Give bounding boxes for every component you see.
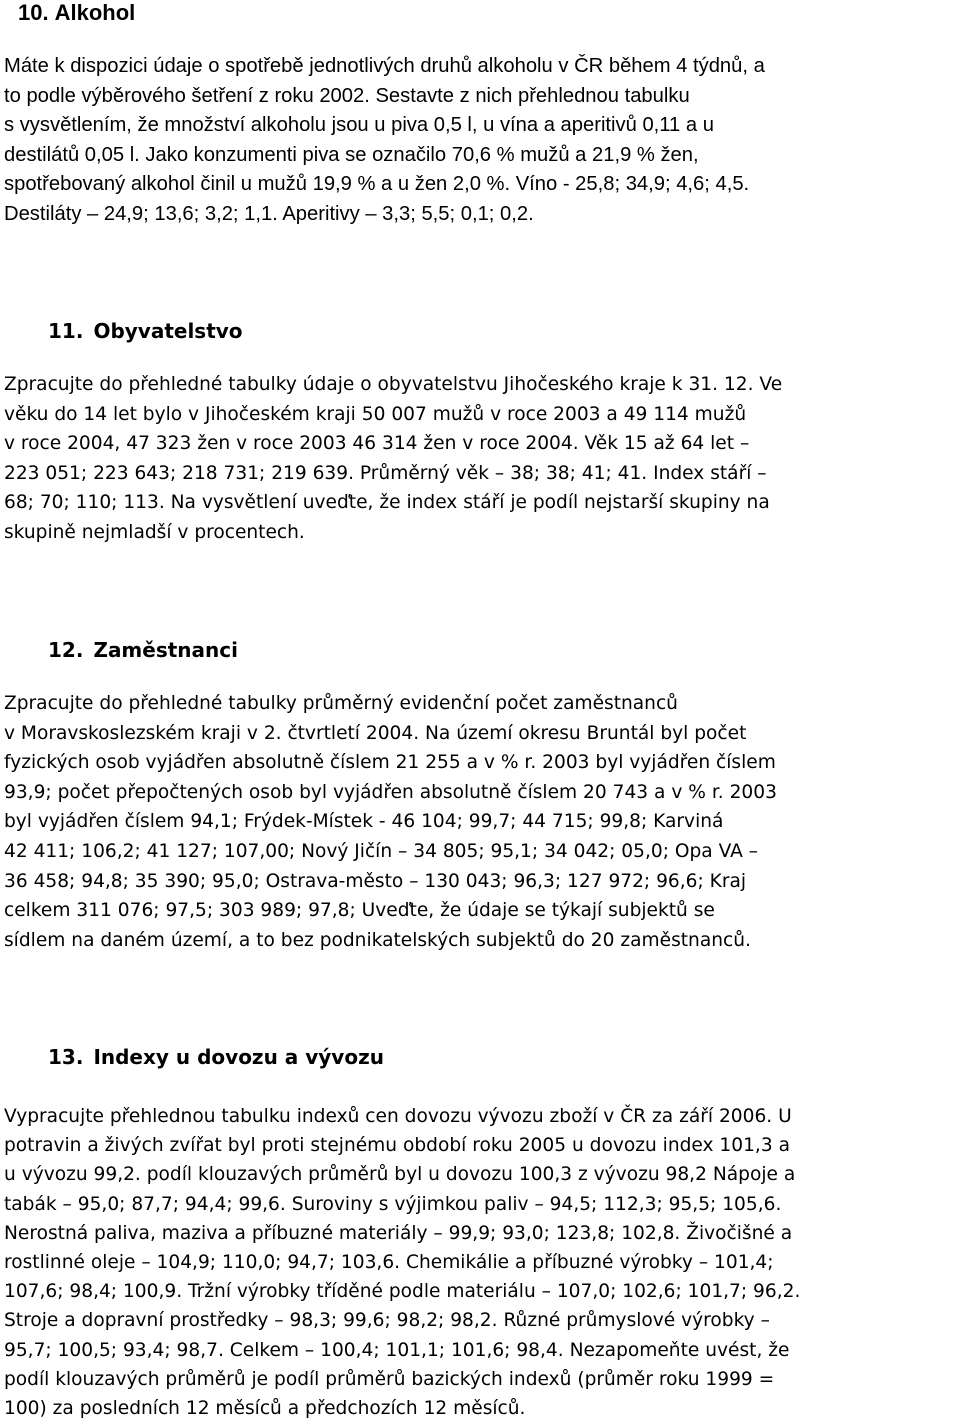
paragraph-line: Destiláty – 24,9; 13,6; 3,2; 1,1. Aperitivy – 3,3; 5,5; 0,1; 0,2. (4, 202, 534, 225)
paragraph-line: 68; 70; 110; 113. Na vysvětlení uveďte, že index stáří je podíl nejstarší skupiny na (4, 492, 770, 514)
paragraph-line: v roce 2004, 47 323 žen v roce 2003 46 314 žen v roce 2004. Věk 15 až 64 let – (4, 433, 750, 455)
paragraph-line: Stroje a dopravní prostředky – 98,3; 99,6; 98,2; 98,2. Různé průmyslové výrobky – (4, 1310, 770, 1332)
paragraph-line: Vypracujte přehlednou tabulku indexů cen dovozu vývozu zboží v ČR za září 2006. U (4, 1106, 792, 1127)
paragraph-line: Máte k dispozici údaje o spotřebě jednotlivých druhů alkoholu v ČR během 4 týdnů, a (4, 55, 765, 77)
section-alkohol (4, 0, 956, 225)
paragraph-line: rostlinné oleje – 104,9; 110,0; 94,7; 103,6. Chemikálie a příbuzné výrobky – 101,4; (4, 1252, 774, 1274)
section-paragraph (4, 52, 765, 230)
paragraph-line: fyzických osob vyjádřen absolutně číslem 21 255 a v % r. 2003 byl vyjádřen číslem (4, 752, 776, 774)
paragraph-line: 107,6; 98,4; 100,9. Tržní výrobky tříděné podle materiálu – 107,0; 102,6; 101,7; 96,2. (4, 1281, 801, 1303)
section-title: Obyvatelstvo (93, 319, 243, 343)
paragraph-line: 36 458; 94,8; 35 390; 95,0; Ostrava-město – 130 043; 96,3; 127 972; 96,6; Kraj (4, 870, 747, 892)
section-heading (4, 318, 956, 344)
paragraph-line: tabák – 95,0; 87,7; 94,4; 99,6. Suroviny s výjimkou paliv – 94,5; 112,3; 95,5; 105,6. (4, 1193, 782, 1215)
section-title: Indexy u dovozu a vývozu (93, 1045, 384, 1069)
paragraph-line: u vývozu 99,2. podíl klouzavých průměrů byl u dovozu 100,3 z vývozu 98,2 Nápoje a (4, 1164, 796, 1186)
section-number: 12. (48, 638, 84, 662)
section-number: 10. (18, 0, 49, 25)
section-number: 11. (48, 319, 84, 343)
section-paragraph (4, 1102, 800, 1423)
paragraph-line: 95,7; 100,5; 93,4; 98,7. Celkem – 100,4; 101,1; 101,6; 98,4. Nezapomeňte uvést, že (4, 1339, 790, 1361)
paragraph-line: Zpracujte do přehledné tabulky údaje o obyvatelstvu Jihočeského kraje k 31. 12. Ve (4, 374, 783, 395)
paragraph-line: potravin a živých zvířat byl proti stejnému období roku 2005 u dovozu index 101,3 a (4, 1135, 790, 1157)
paragraph-line: 93,9; počet přepočtených osob byl vyjádřen absolutně číslem 20 743 a v % r. 2003 (4, 781, 777, 803)
paragraph-line: to podle výběrového šetření z roku 2002. Sestavte z nich přehlednou tabulku (4, 84, 690, 107)
paragraph-line: spotřebovaný alkohol činil u mužů 19,9 % a u žen 2,0 %. Víno - 25,8; 34,9; 4,6; 4,5. (4, 173, 750, 196)
section-title: Zaměstnanci (93, 638, 238, 662)
paragraph-line: skupině nejmladší v procentech. (4, 521, 305, 543)
paragraph-line: 42 411; 106,2; 41 127; 107,00; Nový Jičín – 34 805; 95,1; 34 042; 05,0; Opa VA – (4, 840, 759, 862)
section-paragraph (4, 689, 777, 955)
paragraph-line: 100) za posledních 12 měsíců a předchozích 12 měsíců. (4, 1398, 526, 1420)
section-heading (4, 637, 956, 663)
section-obyvatelstvo (4, 318, 956, 543)
section-heading (4, 1044, 956, 1070)
section-indexy (4, 1044, 956, 1420)
section-zamestnanci (4, 637, 956, 951)
paragraph-line: podíl klouzavých průměrů je podíl průměrů bazických indexů (průměr roku 1999 = (4, 1368, 775, 1390)
paragraph-line: v Moravskoslezském kraji v 2. čtvrtletí 2004. Na území okresu Bruntál byl počet (4, 722, 747, 744)
section-title: Alkohol (54, 0, 136, 25)
paragraph-line: věku do 14 let bylo v Jihočeském kraji 50 007 mužů v roce 2003 a 49 114 mužů (4, 403, 747, 425)
section-heading (4, 0, 956, 26)
paragraph-line: destilátů 0,05 l. Jako konzumenti piva se označilo 70,6 % mužů a 21,9 % žen, (4, 143, 699, 166)
paragraph-line: 223 051; 223 643; 218 731; 219 639. Průměrný věk – 38; 38; 41; 41. Index stáří – (4, 462, 767, 484)
paragraph-line: sídlem na daném území, a to bez podnikatelských subjektů do 20 zaměstnanců. (4, 929, 751, 951)
paragraph-line: s vysvětlením, že množství alkoholu jsou u piva 0,5 l, u vína a aperitivů 0,11 a u (4, 114, 714, 137)
paragraph-line: celkem 311 076; 97,5; 303 989; 97,8; Uveďte, že údaje se týkají subjektů se (4, 900, 715, 922)
paragraph-line: Zpracujte do přehledné tabulky průměrný evidenční počet zaměstnanců (4, 693, 678, 714)
paragraph-line: Nerostná paliva, maziva a příbuzné materiály – 99,9; 93,0; 123,8; 102,8. Živočišné a (4, 1222, 793, 1244)
section-paragraph (4, 370, 782, 548)
paragraph-line: byl vyjádřen číslem 94,1; Frýdek-Místek - 46 104; 99,7; 44 715; 99,8; Karviná (4, 811, 724, 833)
section-number: 13. (48, 1045, 84, 1069)
